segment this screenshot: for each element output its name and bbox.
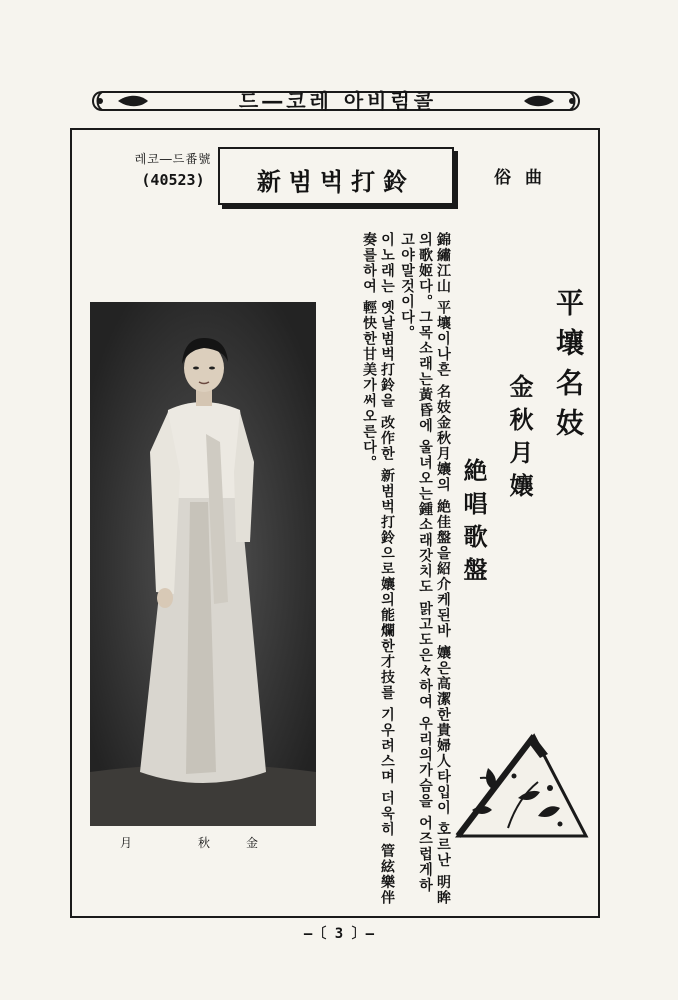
catalog-label: 레코―드番號 xyxy=(134,152,212,166)
header-banner xyxy=(88,88,584,114)
floral-ornament xyxy=(448,728,594,848)
record-title: 新범벅打鈴 xyxy=(256,167,416,196)
photo-caption xyxy=(120,834,260,851)
performer-photo xyxy=(90,302,316,826)
caption-char-1: 月 xyxy=(120,836,135,850)
genre-label: 俗曲 xyxy=(494,168,556,188)
body-text xyxy=(330,232,452,908)
headline-main: 平壤名妓 xyxy=(552,288,585,448)
title-box xyxy=(218,147,454,205)
body-paragraph-2: 이노래는 옛날범벅打鈴을 改作한 新범벅打鈴으로孃의能爛한才技를 기우려스며 더욱히 管絃樂伴奏를하여 輕快한甘美가써오른다。 xyxy=(361,232,395,906)
headline-name: 金秋月孃 xyxy=(505,374,534,506)
catalog-number: (40523) xyxy=(141,171,205,189)
body-paragraph-1: 錦繡江山 平壤이나흔 名妓金秋月孃의 絶佳盤을紹介케된바 孃은高潔한貴婦人타입이 호르난 明眸의歌姬다。그목소래는黃昏에 울녀오는鍾소래갓치도 맑고도은々하여 우리의가슴을 어즈럽게하고야말것이다。 xyxy=(399,232,451,906)
headline-sub: 絶唱歌盤 xyxy=(459,458,488,590)
page-number: —〔 3 〕— xyxy=(303,926,375,942)
caption-char-2: 秋 xyxy=(197,836,212,850)
banner-title: 드―코레 아비럼콜 xyxy=(238,89,438,113)
caption-char-3: 金 xyxy=(245,836,260,850)
catalog-info xyxy=(118,150,228,189)
